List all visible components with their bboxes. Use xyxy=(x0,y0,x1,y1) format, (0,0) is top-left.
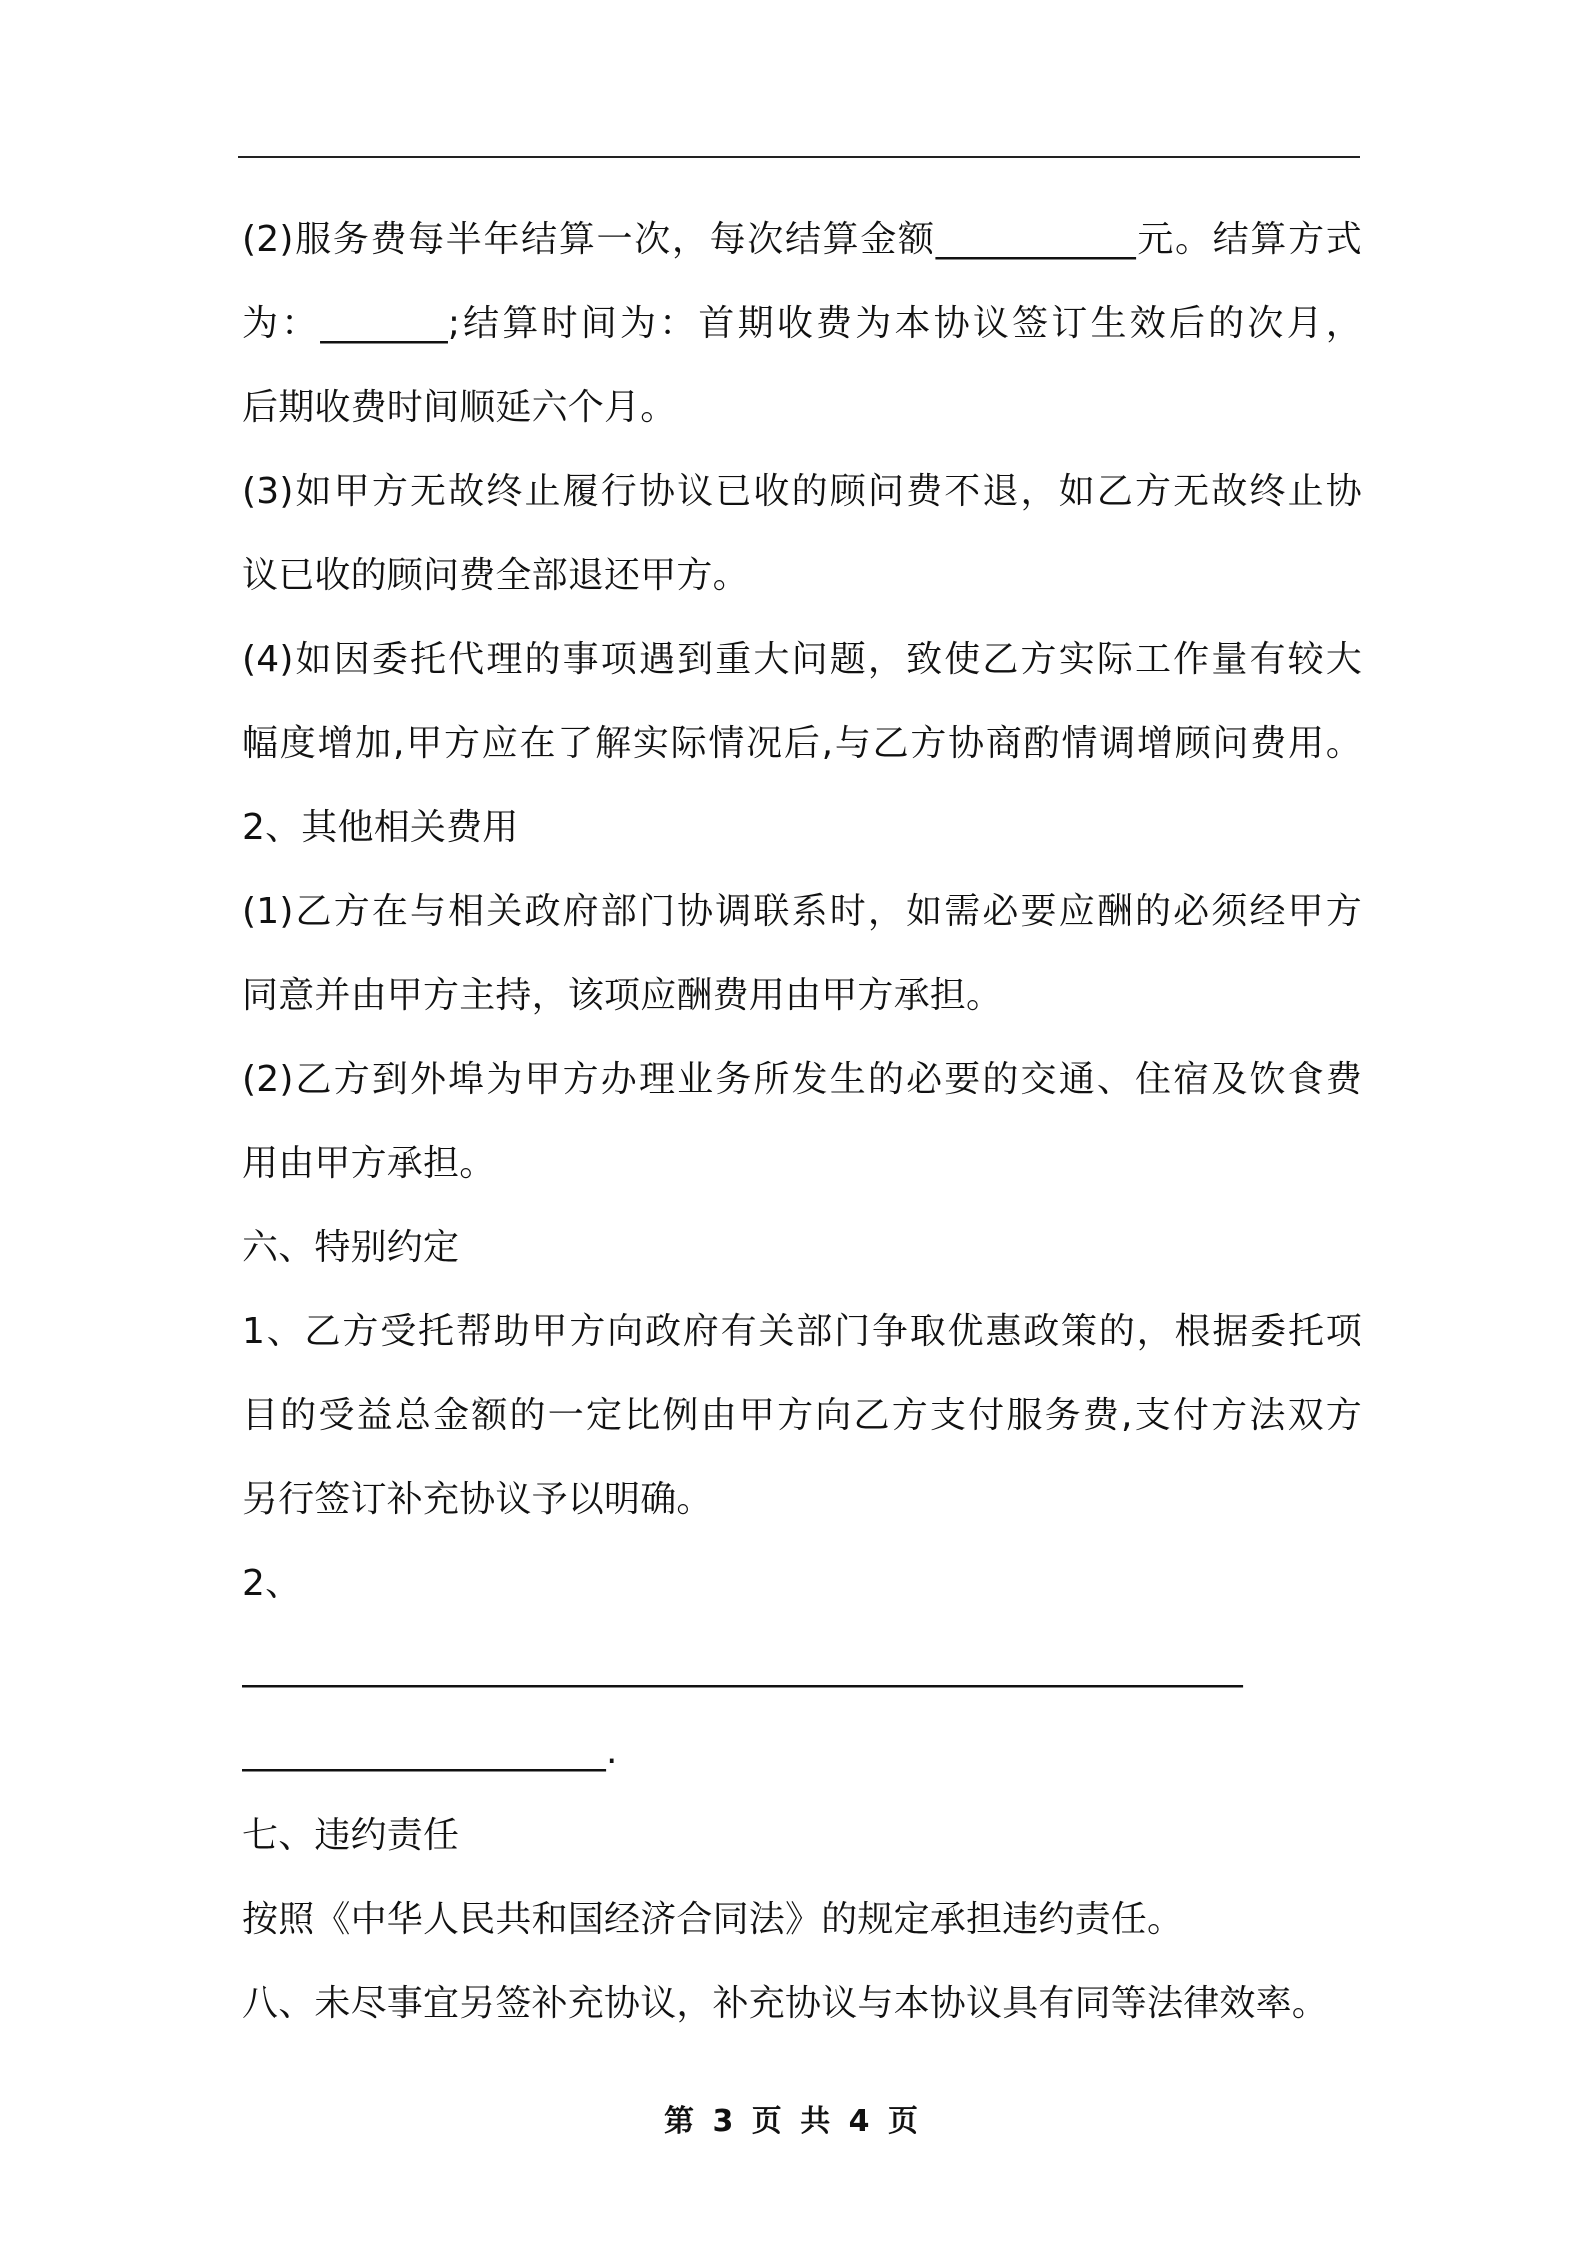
body-line: 后期收费时间顺延六个月。 xyxy=(242,387,677,428)
body-line: 另行签订补充协议予以明确。 xyxy=(242,1479,713,1520)
body-line: (2)服务费每半年结算一次，每次结算金额___________元。结算方式 xyxy=(242,219,1362,260)
body-line: 2、 xyxy=(242,1563,302,1604)
blank-fill-line: ____________________. xyxy=(242,1731,618,1772)
document-body xyxy=(242,198,1362,2046)
body-line: 议已收的顾问费全部退还甲方。 xyxy=(242,555,749,596)
body-line: 目的受益总金额的一定比例由甲方向乙方支付服务费,支付方法双方 xyxy=(242,1395,1362,1436)
section-heading: 2、其他相关费用 xyxy=(242,807,519,848)
section-heading: 七、违约责任 xyxy=(242,1815,460,1856)
body-line: (1)乙方在与相关政府部门协调联系时，如需必要应酬的必须经甲方 xyxy=(242,891,1362,932)
body-line: 用由甲方承担。 xyxy=(242,1143,496,1184)
section-heading: 六、特别约定 xyxy=(242,1227,460,1268)
header-divider xyxy=(238,156,1360,158)
body-line: 八、未尽事宜另签补充协议，补充协议与本协议具有同等法律效率。 xyxy=(242,1983,1329,2024)
body-line: 1、乙方受托帮助甲方向政府有关部门争取优惠政策的，根据委托项 xyxy=(242,1311,1362,1352)
body-line: (2)乙方到外埠为甲方办理业务所发生的必要的交通、住宿及饮食费 xyxy=(242,1059,1362,1100)
body-line: 为：_______;结算时间为：首期收费为本协议签订生效后的次月， xyxy=(242,303,1362,344)
body-line: 同意并由甲方主持，该项应酬费用由甲方承担。 xyxy=(242,975,1003,1016)
body-line: (4)如因委托代理的事项遇到重大问题，致使乙方实际工作量有较大 xyxy=(242,639,1362,680)
body-line: (3)如甲方无故终止履行协议已收的顾问费不退，如乙方无故终止协 xyxy=(242,471,1362,512)
body-line: 幅度增加,甲方应在了解实际情况后,与乙方协商酌情调增顾问费用。 xyxy=(242,723,1362,764)
page-number: 第 3 页 共 4 页 xyxy=(664,2104,922,2139)
blank-fill-line: _______________________________________________________ xyxy=(242,1647,1243,1688)
body-line: 按照《中华人民共和国经济合同法》的规定承担违约责任。 xyxy=(242,1899,1184,1940)
